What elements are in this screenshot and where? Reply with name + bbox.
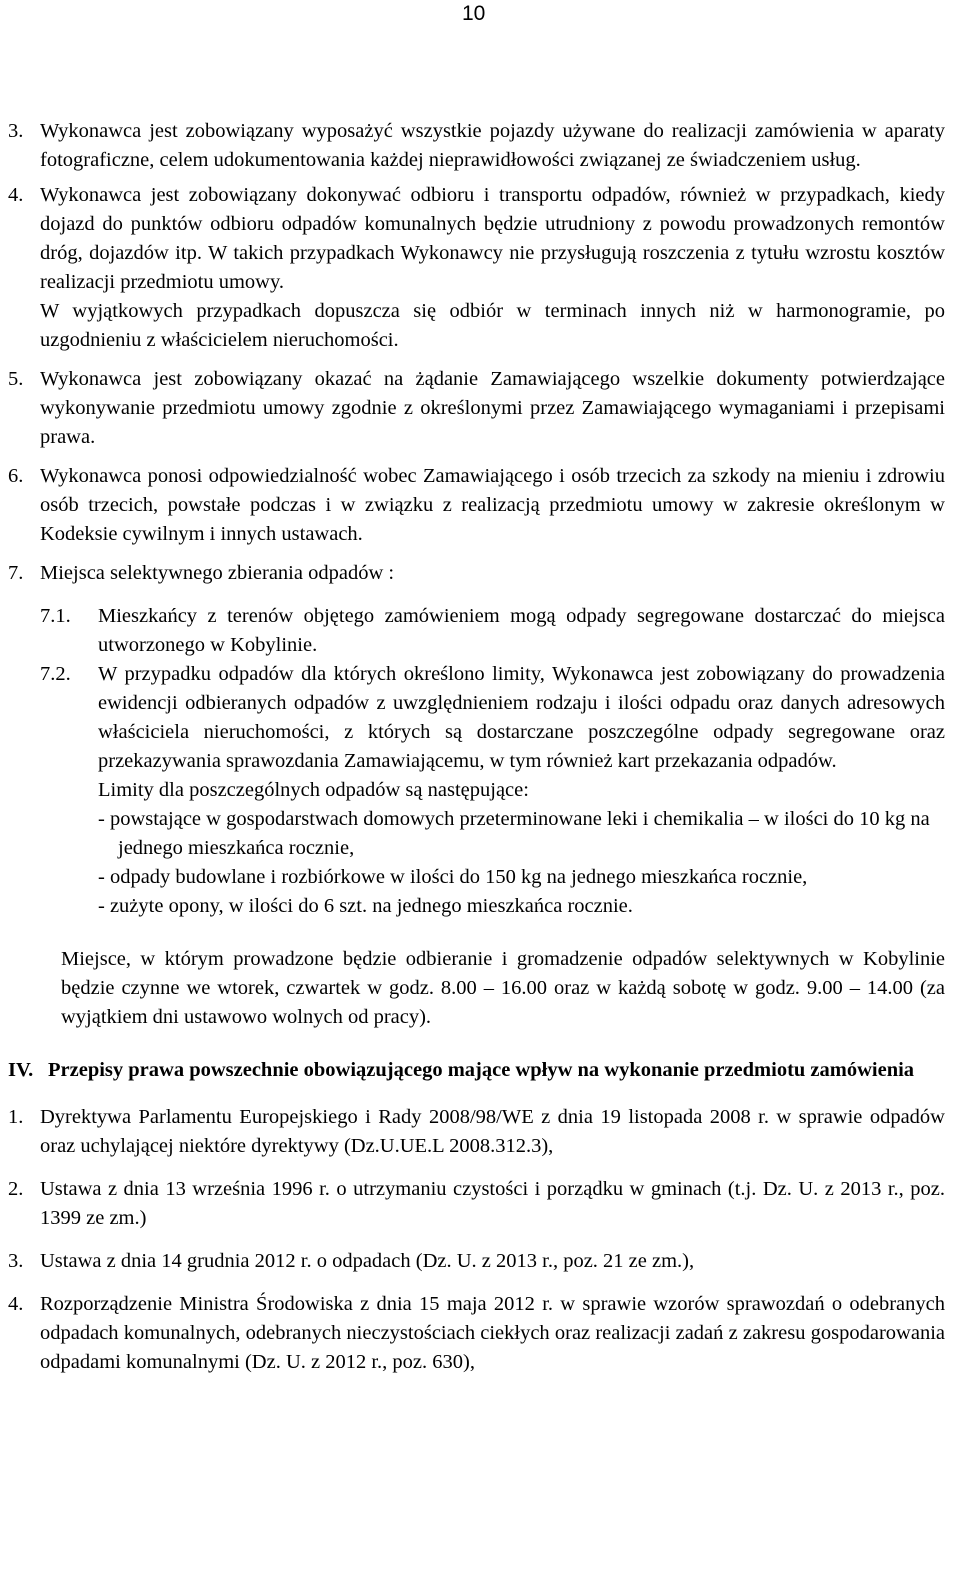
law-number: 4. — [8, 1293, 24, 1315]
item-number: 7. — [8, 562, 24, 584]
item-text: Wykonawca ponosi odpowiedzialność wobec Zamawiającego i osób trzecich za szkody na mieniu i zdrowiu osób trzecich, powstałe podczas i w związku z realizacją przedmiotu umowy w zakresie określonym w Kodeksie cywilnym i innych ustawach. — [40, 465, 945, 545]
item-text: Miejsca selektywnego zbierania odpadów : — [40, 562, 395, 584]
limits-intro: Limity dla poszczególnych odpadów są następujące: — [98, 779, 529, 801]
law-item — [8, 1175, 945, 1233]
law-number: 3. — [8, 1250, 24, 1272]
limit-entry: - powstające w gospodarstwach domowych przeterminowane leki i chemikalia – w ilości do 10 kg na jednego mieszkańca rocznie, — [98, 808, 930, 859]
sub-item-text: Mieszkańcy z terenów objętego zamówieniem mogą odpady segregowane dostarczać do miejsca utworzonego w Kobylinie. — [98, 605, 945, 656]
law-text: Rozporządzenie Ministra Środowiska z dnia 15 maja 2012 r. w sprawie wzorów sprawozdań o odebranych odpadach komunalnych, odebranych nieczystościach ciekłych oraz realizacji zadań z zakresu gospodarowania odpadami komunalnymi (Dz. U. z 2012 r., poz. 630), — [40, 1293, 945, 1373]
limit-entry: - zużyte opony, w ilości do 6 szt. na jednego mieszkańca rocznie. — [98, 895, 633, 917]
law-text: Ustawa z dnia 13 września 1996 r. o utrzymaniu czystości i porządku w gminach (t.j. Dz. U. z 2013 r., poz. 1399 ze zm.) — [40, 1178, 945, 1229]
law-number: 2. — [8, 1178, 24, 1200]
item-text-extra: W wyjątkowych przypadkach dopuszcza się odbiór w terminach innych niż w harmonogramie, po uzgodnieniu z właścicielem nieruchomości. — [40, 300, 945, 351]
sub-list-item — [8, 660, 945, 776]
law-text: Ustawa z dnia 14 grudnia 2012 r. o odpadach (Dz. U. z 2013 r., poz. 21 ze zm.), — [40, 1250, 695, 1272]
section-title: Przepisy prawa powszechnie obowiązującego mające wpływ na wykonanie przedmiotu zamówienia — [48, 1059, 915, 1081]
list-item — [8, 462, 945, 549]
item-text: Wykonawca jest zobowiązany okazać na żądanie Zamawiającego wszelkie dokumenty potwierdzające wykonywanie przedmiotu umowy zgodnie z określonymi przez Zamawiającego wymaganiami i przepisami prawa. — [40, 368, 945, 448]
law-number: 1. — [8, 1106, 24, 1128]
sub-item-number: 7.1. — [40, 605, 71, 627]
list-item — [8, 117, 945, 175]
section-number: IV. — [8, 1059, 34, 1081]
sub-item-text: W przypadku odpadów dla których określono limity, Wykonawca jest zobowiązany do prowadzenia ewidencji odbieranych odpadów z uwzględnieniem rodzaju i ilości odpadu oraz danych adresowych właściciela nieruchomości, z których są dostarczane poszczególne odpady segregowane oraz przekazywania sprawozdania Zamawiającemu, w tym również kart przekazania odpadów. — [98, 663, 945, 772]
law-item — [8, 1290, 945, 1377]
section-heading — [8, 1056, 945, 1085]
list-item — [8, 181, 945, 355]
limit-entry: - odpady budowlane i rozbiórkowe w ilości do 150 kg na jednego mieszkańca rocznie, — [98, 866, 808, 888]
item-text: Wykonawca jest zobowiązany dokonywać odbioru i transportu odpadów, również w przypadkach, kiedy dojazd do punktów odbioru odpadów komunalnych będzie utrudniony z powodu prowadzonych remontów dróg, dojazdów itp. W takich przypadkach Wykonawcy nie przysługują roszczenia z tytułu wzrostu kosztów realizacji przedmiotu umowy. — [40, 184, 945, 293]
sub-list-item — [8, 602, 945, 660]
document-body — [8, 117, 945, 1377]
item-number: 6. — [8, 465, 24, 487]
item-number: 3. — [8, 120, 24, 142]
item-number: 4. — [8, 184, 24, 206]
list-item — [8, 559, 945, 588]
page-number: 10 — [462, 2, 486, 25]
item-text: Wykonawca jest zobowiązany wyposażyć wszystkie pojazdy używane do realizacji zamówienia w aparaty fotograficzne, celem udokumentowania każdej nieprawidłowości związanej ze świadczeniem usług. — [40, 120, 945, 171]
item-number: 5. — [8, 368, 24, 390]
schedule-paragraph: Miejsce, w którym prowadzone będzie odbieranie i gromadzenie odpadów selektywnych w Kobylinie będzie czynne we wtorek, czwartek w godz. 8.00 – 16.00 oraz w każdą sobotę w godz. 9.00 – 14.00 (za wyjątkiem dni ustawowo wolnych od pracy). — [61, 948, 945, 1028]
law-item — [8, 1247, 945, 1276]
list-item — [8, 365, 945, 452]
law-item — [8, 1103, 945, 1161]
sub-item-number: 7.2. — [40, 663, 71, 685]
limits-block — [8, 776, 945, 921]
law-text: Dyrektywa Parlamentu Europejskiego i Rady 2008/98/WE z dnia 19 listopada 2008 r. w sprawie odpadów oraz uchylającej niektóre dyrektywy (Dz.U.UE.L 2008.312.3), — [40, 1106, 945, 1157]
